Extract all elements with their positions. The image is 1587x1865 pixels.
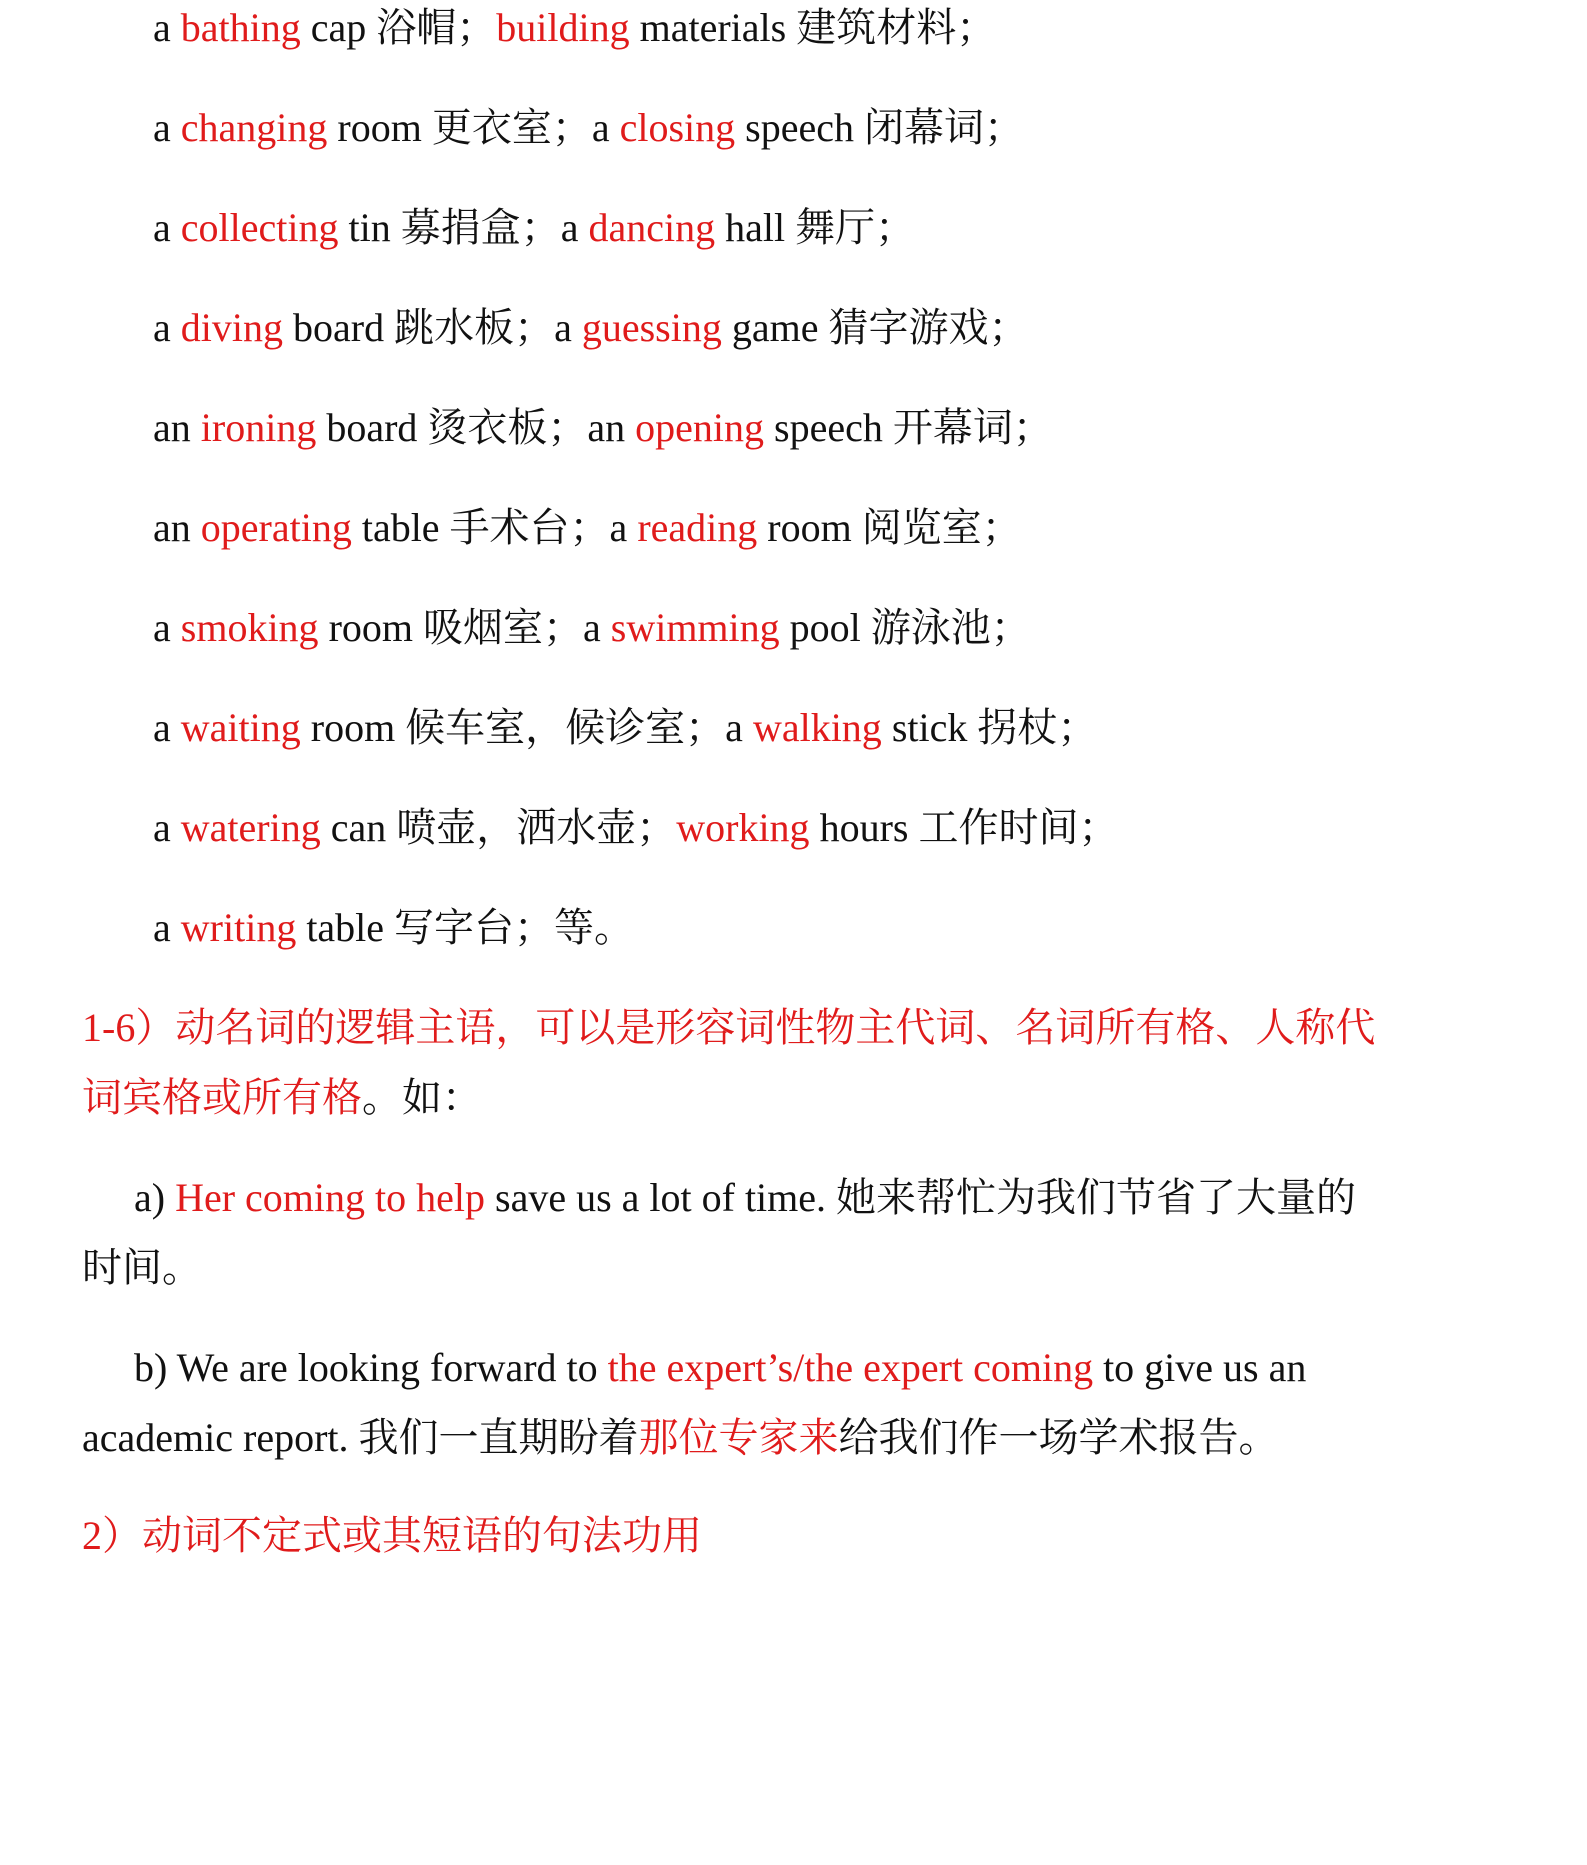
gerund-highlight: dancing	[588, 205, 716, 250]
example-b-line2-highlight: 那位专家来	[638, 1415, 839, 1460]
phrase-text: tin 募捐盒；a	[338, 205, 589, 250]
gerund-highlight: guessing	[581, 305, 722, 350]
example-b-line2	[82, 1414, 1279, 1462]
gerund-highlight: bathing	[180, 5, 301, 50]
phrase-text: table 手术台；a	[351, 505, 638, 550]
gerund-highlight: opening	[635, 405, 765, 450]
example-b-highlight: the expert’s/the expert coming	[607, 1345, 1094, 1390]
phrase-line	[153, 904, 634, 952]
example-b-line1	[134, 1344, 1306, 1392]
section-1-6-heading-suffix: 。如：	[362, 1075, 482, 1120]
phrase-text: a	[153, 805, 181, 850]
phrase-text: room 候车室，候诊室；a	[300, 705, 753, 750]
gerund-highlight: closing	[619, 105, 736, 150]
phrase-text: a	[153, 705, 181, 750]
phrase-line	[153, 704, 1097, 752]
phrase-text: a	[153, 305, 181, 350]
phrase-text: hours 工作时间；	[809, 805, 1119, 850]
gerund-highlight: working	[676, 805, 810, 850]
phrase-line	[153, 604, 1031, 652]
phrase-text: can 喷壶，洒水壶；	[320, 805, 677, 850]
section-2-heading: 2）动词不定式或其短语的句法功用	[82, 1513, 702, 1558]
phrase-text: table 写字台；等。	[296, 905, 635, 950]
phrase-text: game 猜字游戏；	[721, 305, 1029, 350]
phrase-text: a	[153, 605, 181, 650]
phrase-text: a	[153, 105, 181, 150]
gerund-highlight: ironing	[200, 405, 317, 450]
phrase-text: pool 游泳池；	[779, 605, 1031, 650]
example-b-line2-a: academic report. 我们一直期盼着	[82, 1415, 639, 1460]
phrase-text: an	[153, 505, 201, 550]
phrase-text: board 烫衣板；an	[316, 405, 636, 450]
section-1-6-heading-line2	[82, 1074, 482, 1122]
phrase-text: hall 舞厅；	[715, 205, 916, 250]
phrase-line	[153, 504, 1022, 552]
example-a-highlight: Her coming to help	[175, 1175, 485, 1220]
phrase-line	[153, 4, 996, 52]
phrase-text: a	[153, 5, 181, 50]
gerund-highlight: operating	[200, 505, 352, 550]
section-1-6-heading-red: 词宾格或所有格	[82, 1075, 362, 1120]
gerund-highlight: collecting	[180, 205, 339, 250]
phrase-text: a	[153, 205, 181, 250]
phrase-line	[153, 404, 1053, 452]
gerund-highlight: reading	[637, 505, 758, 550]
phrase-text: room 更衣室；a	[327, 105, 620, 150]
example-b-line2-b: 给我们作一场学术报告。	[838, 1415, 1279, 1460]
gerund-highlight: walking	[752, 705, 882, 750]
gerund-highlight: smoking	[180, 605, 319, 650]
example-a-label: a)	[134, 1175, 176, 1220]
example-a-rest: save us a lot of time. 她来帮忙为我们节省了大量的	[485, 1175, 1357, 1220]
section-1-6-heading-line1: 1-6）动名词的逻辑主语，可以是形容词性物主代词、名词所有格、人称代	[82, 1005, 1376, 1050]
phrase-line	[153, 204, 915, 252]
phrase-text: board 跳水板；a	[283, 305, 582, 350]
phrase-text: room 阅览室；	[757, 505, 1022, 550]
gerund-highlight: watering	[180, 805, 321, 850]
phrase-text: speech 开幕词；	[764, 405, 1053, 450]
phrase-text: a	[153, 905, 181, 950]
gerund-highlight: waiting	[180, 705, 301, 750]
example-a-line2: 时间。	[82, 1245, 202, 1290]
phrase-text: an	[153, 405, 201, 450]
phrase-line	[153, 804, 1118, 852]
gerund-highlight: swimming	[610, 605, 780, 650]
phrase-text: cap 浴帽；	[300, 5, 497, 50]
gerund-highlight: writing	[180, 905, 297, 950]
gerund-highlight: changing	[180, 105, 328, 150]
phrase-text: materials 建筑材料；	[629, 5, 997, 50]
example-b-rest: to give us an	[1093, 1345, 1307, 1390]
gerund-highlight: building	[496, 5, 630, 50]
phrase-text: speech 闭幕词；	[735, 105, 1024, 150]
phrase-text: room 吸烟室；a	[318, 605, 611, 650]
example-a-line1	[134, 1174, 1356, 1222]
phrase-text: stick 拐杖；	[881, 705, 1098, 750]
example-b-label: b) We are looking forward to	[134, 1345, 608, 1390]
gerund-highlight: diving	[180, 305, 283, 350]
phrase-line	[153, 104, 1024, 152]
phrase-line	[153, 304, 1028, 352]
